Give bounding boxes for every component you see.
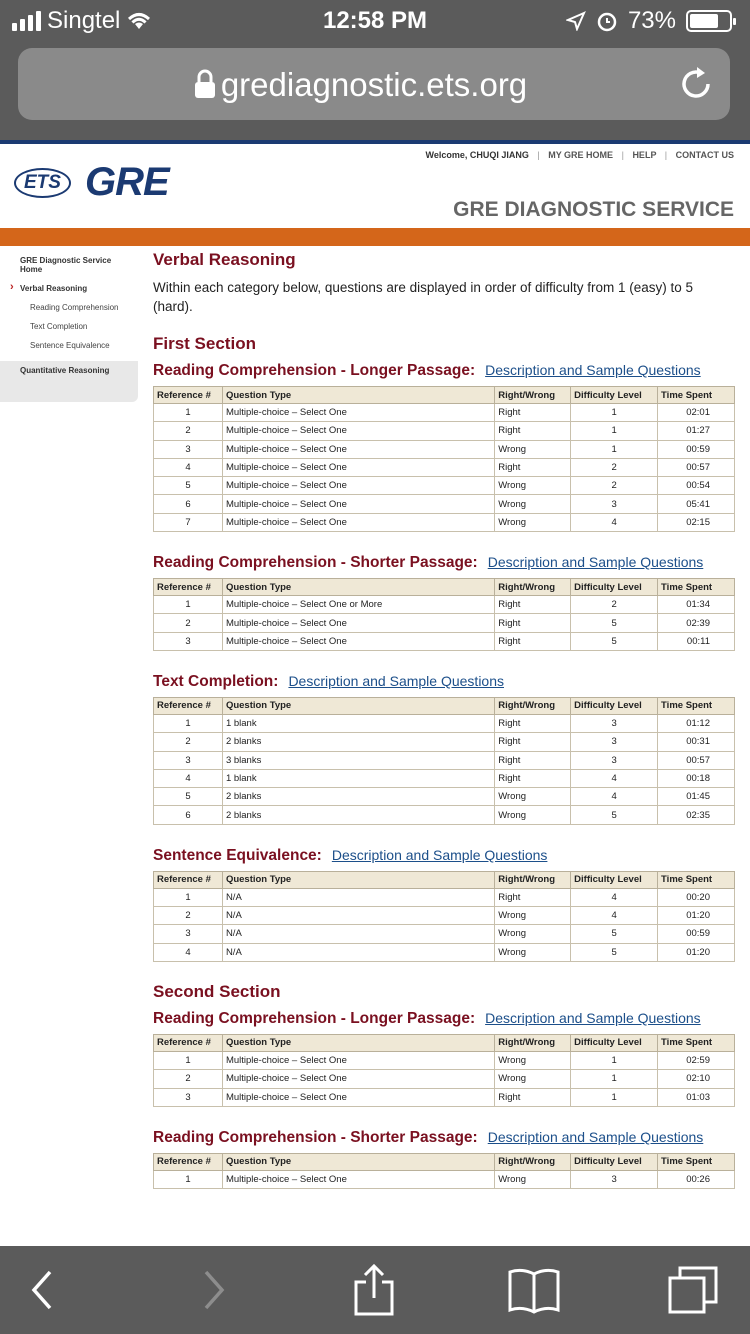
table-cell: 1 [154,714,223,732]
category-title: Text Completion: [153,672,279,690]
table-cell: Right [495,769,571,787]
table-cell: Wrong [495,907,571,925]
battery-percent: 73% [627,7,676,34]
table-cell: 00:54 [658,477,735,495]
intro-text: Within each category below, questions are displayed in order of difficulty from 1 (easy) to 5 (hard). [153,280,694,314]
table-row [154,422,735,440]
column-header: Time Spent [658,871,735,888]
table-cell: 1 [571,1051,658,1069]
table-cell: 3 [571,751,658,769]
column-header: Difficulty Level [571,1153,658,1170]
table-cell: 4 [154,769,223,787]
table-cell: Multiple-choice – Select One [222,1051,494,1069]
table-cell: Multiple-choice – Select One [222,477,494,495]
table-cell: 01:03 [658,1088,735,1106]
table-cell: Wrong [495,788,571,806]
column-header: Difficulty Level [571,579,658,596]
table-row [154,404,735,422]
reload-icon[interactable] [676,64,716,104]
utility-nav: Welcome, CHUQI JIANG | MY GRE HOME | HELP | CONTACT US [425,150,734,160]
column-header: Difficulty Level [571,1034,658,1051]
clock: 12:58 PM [322,7,428,34]
table-cell: 1 [154,1170,223,1188]
table-cell: Wrong [495,513,571,531]
table-cell: Multiple-choice – Select One [222,1088,494,1106]
table-cell: 00:57 [658,751,735,769]
column-header: Question Type [222,697,494,714]
results-table [153,871,735,962]
table-cell: Right [495,404,571,422]
table-cell: 3 blanks [222,751,494,769]
table-header-row [154,697,735,714]
table-row [154,513,735,531]
column-header: Time Spent [658,387,735,404]
my-gre-home-link[interactable]: MY GRE HOME [548,150,614,160]
table-cell: Wrong [495,1070,571,1088]
page-title: Verbal Reasoning [153,250,296,269]
results-table [153,1034,735,1107]
table-cell: 4 [571,513,658,531]
table-cell: Multiple-choice – Select One [222,632,494,650]
carrier-label: Singtel [47,7,121,34]
table-cell: 2 [571,458,658,476]
sections-container [153,334,735,1189]
table-cell: Right [495,751,571,769]
back-icon[interactable] [16,1264,72,1316]
table-cell: Multiple-choice – Select One or More [222,596,494,614]
column-header: Right/Wrong [495,871,571,888]
table-cell: 00:59 [658,925,735,943]
table-cell: 02:39 [658,614,735,632]
alarm-icon [596,10,618,32]
browser-toolbar [0,1246,750,1334]
sidebar-item-text-completion[interactable]: Text Completion [30,322,88,331]
table-cell: Right [495,888,571,906]
sidebar-nav [0,246,138,402]
sidebar-item-verbal-reasoning[interactable]: › Verbal Reasoning [0,281,138,296]
table-row [154,751,735,769]
table-cell: Wrong [495,495,571,513]
table-cell: N/A [222,925,494,943]
table-cell: Wrong [495,1170,571,1188]
status-right [566,7,732,35]
table-cell: 1 blank [222,769,494,787]
table-row [154,788,735,806]
category-title: Reading Comprehension - Shorter Passage: [153,554,478,572]
table-cell: 01:34 [658,596,735,614]
table-cell: Wrong [495,925,571,943]
results-table [153,578,735,651]
table-row [154,925,735,943]
battery-icon [686,10,732,32]
location-icon [566,11,586,31]
table-cell: 5 [571,632,658,650]
category-title: Reading Comprehension - Longer Passage: [153,1009,476,1027]
table-row [154,1088,735,1106]
column-header: Question Type [222,1034,494,1051]
table-cell: 02:01 [658,404,735,422]
column-header: Reference # [154,697,223,714]
address-bar[interactable] [18,48,730,120]
table-cell: Multiple-choice – Select One [222,1070,494,1088]
category-title: Reading Comprehension - Longer Passage: [153,362,476,379]
table-cell: 5 [571,943,658,961]
description-link[interactable]: Description and Sample Questions [331,846,548,863]
browser-chrome [0,0,750,140]
table-header-row [154,387,735,404]
column-header: Reference # [154,1034,223,1051]
description-link[interactable]: Description and Sample Questions [485,362,701,378]
column-header: Time Spent [658,1153,735,1170]
column-header: Time Spent [658,1034,735,1051]
table-row [154,458,735,476]
forward-icon[interactable] [184,1264,240,1316]
table-cell: Right [495,733,571,751]
table-cell: 1 [154,1051,223,1069]
table-cell: 3 [571,733,658,751]
category-heading [153,552,735,573]
table-cell: 6 [154,806,223,824]
table-row [154,714,735,732]
table-cell: 2 [154,907,223,925]
table-cell: 2 blanks [222,788,494,806]
table-cell: 2 [571,596,658,614]
table-cell: Right [495,458,571,476]
table-cell: Wrong [495,1051,571,1069]
category-title: Sentence Equivalence: [153,846,322,864]
site-logo[interactable] [14,160,169,205]
sidebar-item-quantitative-reasoning[interactable]: Quantitative Reasoning [20,366,110,375]
table-cell: 2 blanks [222,806,494,824]
table-cell: 3 [154,751,223,769]
site-header [0,144,750,226]
column-header: Question Type [222,387,494,404]
table-row [154,806,735,824]
description-link[interactable]: Description and Sample Questions [288,672,504,689]
table-cell: Wrong [495,440,571,458]
help-link[interactable]: HELP [632,150,657,160]
description-link[interactable]: Description and Sample Questions [485,1009,701,1026]
table-cell: 00:11 [658,632,735,650]
table-header-row [154,871,735,888]
table-row [154,1170,735,1188]
category-heading [153,845,735,866]
table-cell: 4 [154,458,223,476]
table-cell: Right [495,714,571,732]
category-heading [153,360,735,381]
table-cell: 1 blank [222,714,494,732]
table-cell: 02:59 [658,1051,735,1069]
table-cell: 02:10 [658,1070,735,1088]
column-header: Difficulty Level [571,871,658,888]
table-cell: Multiple-choice – Select One [222,614,494,632]
table-row [154,733,735,751]
table-cell: 4 [571,769,658,787]
table-cell: Right [495,614,571,632]
table-row [154,907,735,925]
service-title: GRE DIAGNOSTIC SERVICE [453,198,734,221]
table-cell: 1 [154,596,223,614]
table-cell: N/A [222,888,494,906]
table-cell: Multiple-choice – Select One [222,404,494,422]
table-cell: 3 [571,714,658,732]
table-cell: 01:45 [658,788,735,806]
table-cell: Right [495,422,571,440]
section-heading: Second Section [153,981,281,1001]
section-heading: First Section [153,334,256,353]
sidebar-item-home[interactable]: GRE Diagnostic Service Home [20,256,112,274]
table-cell: 01:12 [658,714,735,732]
table-cell: 4 [571,888,658,906]
category-heading [153,671,735,692]
status-bar [0,0,750,42]
table-cell: Right [495,596,571,614]
table-cell: 4 [571,907,658,925]
bookmarks-icon[interactable] [506,1264,562,1316]
table-cell: 3 [154,440,223,458]
column-header: Question Type [222,871,494,888]
description-link[interactable]: Description and Sample Questions [487,554,704,571]
table-cell: 1 [154,888,223,906]
column-header: Reference # [154,871,223,888]
table-cell: Right [495,632,571,650]
table-cell: 5 [571,806,658,824]
sidebar-item-sentence-equivalence[interactable]: Sentence Equivalence [30,341,110,350]
column-header: Right/Wrong [495,1034,571,1051]
table-row [154,1070,735,1088]
category-heading [153,1127,735,1148]
table-cell: Multiple-choice – Select One [222,1170,494,1188]
table-cell: Multiple-choice – Select One [222,440,494,458]
column-header: Time Spent [658,579,735,596]
category-title: Reading Comprehension - Shorter Passage: [153,1128,478,1146]
table-row [154,632,735,650]
column-header: Question Type [222,1153,494,1170]
table-cell: N/A [222,907,494,925]
table-cell: 2 [154,614,223,632]
table-row [154,440,735,458]
table-cell: 5 [571,925,658,943]
table-cell: 2 blanks [222,733,494,751]
table-cell: 2 [154,1070,223,1088]
table-cell: 6 [154,495,223,513]
column-header: Time Spent [658,697,735,714]
main-content [153,250,735,1209]
category-heading [153,1008,735,1029]
table-cell: Multiple-choice – Select One [222,495,494,513]
column-header: Right/Wrong [495,387,571,404]
table-cell: 00:57 [658,458,735,476]
table-cell: 5 [154,788,223,806]
table-cell: 01:20 [658,907,735,925]
table-cell: 4 [154,943,223,961]
table-row [154,614,735,632]
column-header: Difficulty Level [571,387,658,404]
table-cell: 1 [154,404,223,422]
share-icon[interactable] [346,1264,402,1316]
table-header-row [154,1153,735,1170]
table-cell: 3 [154,632,223,650]
contact-us-link[interactable]: CONTACT US [675,150,734,160]
table-cell: Wrong [495,806,571,824]
table-header-row [154,579,735,596]
table-cell: 2 [154,733,223,751]
gre-logo: GRE [84,160,169,204]
column-header: Difficulty Level [571,697,658,714]
table-cell: 01:20 [658,943,735,961]
table-row [154,769,735,787]
table-cell: Multiple-choice – Select One [222,422,494,440]
tabs-icon[interactable] [666,1264,722,1316]
table-cell: Multiple-choice – Select One [222,458,494,476]
column-header: Question Type [222,579,494,596]
welcome-text: Welcome, CHUQI JIANG [425,150,529,160]
table-cell: Wrong [495,943,571,961]
description-link[interactable]: Description and Sample Questions [487,1128,704,1145]
table-row [154,477,735,495]
orange-divider [0,228,750,246]
table-cell: 4 [571,788,658,806]
table-cell: 7 [154,513,223,531]
table-cell: 05:41 [658,495,735,513]
table-cell: 3 [571,1170,658,1188]
column-header: Reference # [154,579,223,596]
column-header: Right/Wrong [495,1153,571,1170]
table-cell: 00:20 [658,888,735,906]
web-page [0,140,750,1246]
table-cell: Right [495,1088,571,1106]
table-cell: 01:27 [658,422,735,440]
table-cell: 1 [571,1088,658,1106]
table-row [154,495,735,513]
table-cell: 1 [571,1070,658,1088]
table-cell: 1 [571,404,658,422]
table-cell: Multiple-choice – Select One [222,513,494,531]
table-cell: 5 [154,477,223,495]
table-cell: 00:26 [658,1170,735,1188]
table-cell: 00:59 [658,440,735,458]
table-cell: 5 [571,614,658,632]
url-text: grediagnostic.ets.org [220,66,528,103]
table-row [154,888,735,906]
table-cell: 00:18 [658,769,735,787]
table-cell: 3 [154,925,223,943]
table-cell: 1 [571,422,658,440]
column-header: Reference # [154,387,223,404]
column-header: Right/Wrong [495,579,571,596]
table-cell: 1 [571,440,658,458]
sidebar-item-reading-comprehension[interactable]: Reading Comprehension [30,303,119,312]
table-row [154,943,735,961]
table-cell: 02:35 [658,806,735,824]
results-table [153,697,735,825]
table-row [154,596,735,614]
table-cell: 2 [154,422,223,440]
column-header: Right/Wrong [495,697,571,714]
table-cell: 3 [154,1088,223,1106]
table-cell: 2 [571,477,658,495]
table-cell: 00:31 [658,733,735,751]
results-table [153,386,735,532]
table-row [154,1051,735,1069]
column-header: Reference # [154,1153,223,1170]
table-cell: 3 [571,495,658,513]
results-table [153,1153,735,1189]
table-cell: 02:15 [658,513,735,531]
table-cell: N/A [222,943,494,961]
ets-logo: ETS [14,168,71,198]
table-header-row [154,1034,735,1051]
table-cell: Wrong [495,477,571,495]
